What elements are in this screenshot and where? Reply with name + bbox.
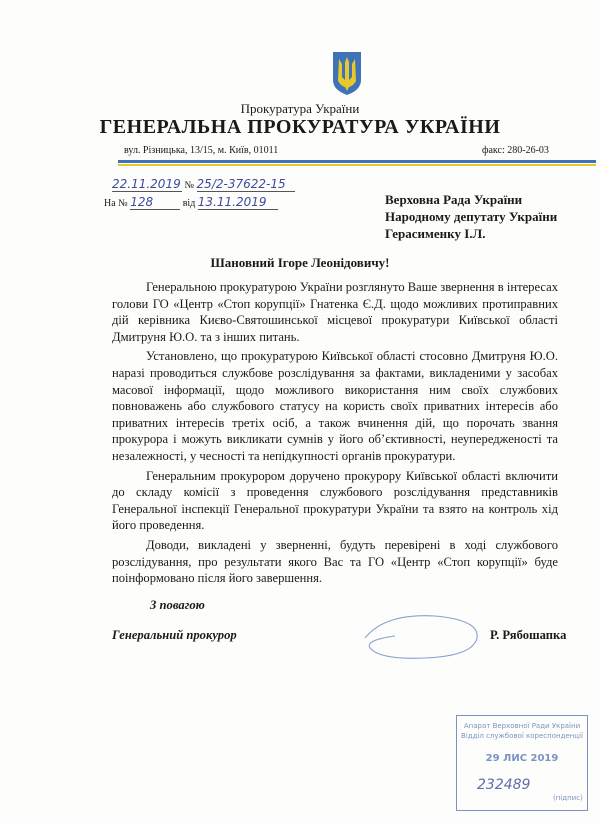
- incoming-number: 128: [130, 195, 180, 210]
- letter-body: [112, 279, 558, 590]
- body-paragraph: Установлено, що прокуратурою Київської області стосовно Дмитруня Ю.О. наразі проводиться службове розслідування за фактами, викладеними у засобах масової інформації, щодо можливого використання ним своїх службових повноважень або службового статусу на користь своїх приватних інтересів або приватних інтересів третіх осіб, а також вчинення дій, що порочать звання прокурора і можуть викликати сумнів у його об’єктивності, неупередженості та незалежності, у чесності та непідкупності органів прокуратури.: [112, 349, 558, 463]
- recipient-line-2: Народному депутату України: [385, 209, 558, 224]
- org-title: ГЕНЕРАЛЬНА ПРОКУРАТУРА УКРАЇНИ: [99, 116, 501, 138]
- outgoing-date: 22.11.2019: [112, 177, 181, 191]
- stamp-footer: (підпис): [553, 794, 583, 802]
- closing-regards: З повагою: [150, 598, 205, 612]
- handwritten-signature: [355, 608, 490, 666]
- body-paragraph: Доводи, викладені у зверненні, будуть перевірені в ході службового розслідування, про результати якого Вас та ГО «Центр «Стоп корупції» буде поінформовано після його завершення.: [112, 537, 558, 586]
- org-fax: факс: 280-26-03: [482, 145, 549, 156]
- org-address: вул. Різницька, 13/15, м. Київ, 01011: [124, 145, 279, 156]
- signer-name: Р. Рябошапка: [490, 628, 567, 642]
- header-rule-blue: [118, 160, 596, 163]
- outgoing-number-label: №: [184, 180, 195, 191]
- body-paragraph: Генеральним прокурором доручено прокурору Київської області включити до складу комісії з проведення службового розслідування представників Генеральної інспекції Генеральної прокуратури України та взято на контроль хід його проведення.: [112, 468, 558, 533]
- body-paragraph: Генеральною прокуратурою України розглянуто Ваше звернення в інтересах голови ГО «Центр «Стоп корупції» Гнатенка Є.Д. щодо можливих протиправних дій керівника Києво-Святошинської місцевої прокуратури Київської області Дмитруня Ю.О. та з інших питань.: [112, 280, 558, 344]
- stamp-date: 29 ЛИС 2019: [485, 753, 559, 764]
- incoming-number-label: На №: [104, 198, 128, 209]
- outgoing-number: 25/2-37622-15: [197, 177, 295, 192]
- stamp-line-1: Апарат Верховної Ради України: [463, 722, 581, 730]
- outgoing-ref-line: [112, 177, 302, 192]
- greeting: Шановний Ігоре Леонідовичу!: [210, 255, 390, 270]
- incoming-ref-line: [104, 195, 304, 210]
- trident-emblem-icon: [330, 50, 364, 96]
- signer-position: Генеральний прокурор: [112, 628, 237, 642]
- incoming-date-label: від: [182, 198, 196, 209]
- registration-stamp: [456, 715, 588, 811]
- stamp-number: 232489: [477, 777, 531, 793]
- stamp-line-2: Відділ службової кореспонденції: [461, 732, 583, 740]
- recipient-line-1: Верховна Рада України: [385, 192, 523, 207]
- header-rule-yellow: [118, 164, 596, 166]
- recipient-line-3: Герасименку І.Л.: [385, 226, 486, 241]
- org-subtitle: Прокуратура України: [240, 101, 360, 116]
- incoming-date: 13.11.2019: [198, 195, 278, 210]
